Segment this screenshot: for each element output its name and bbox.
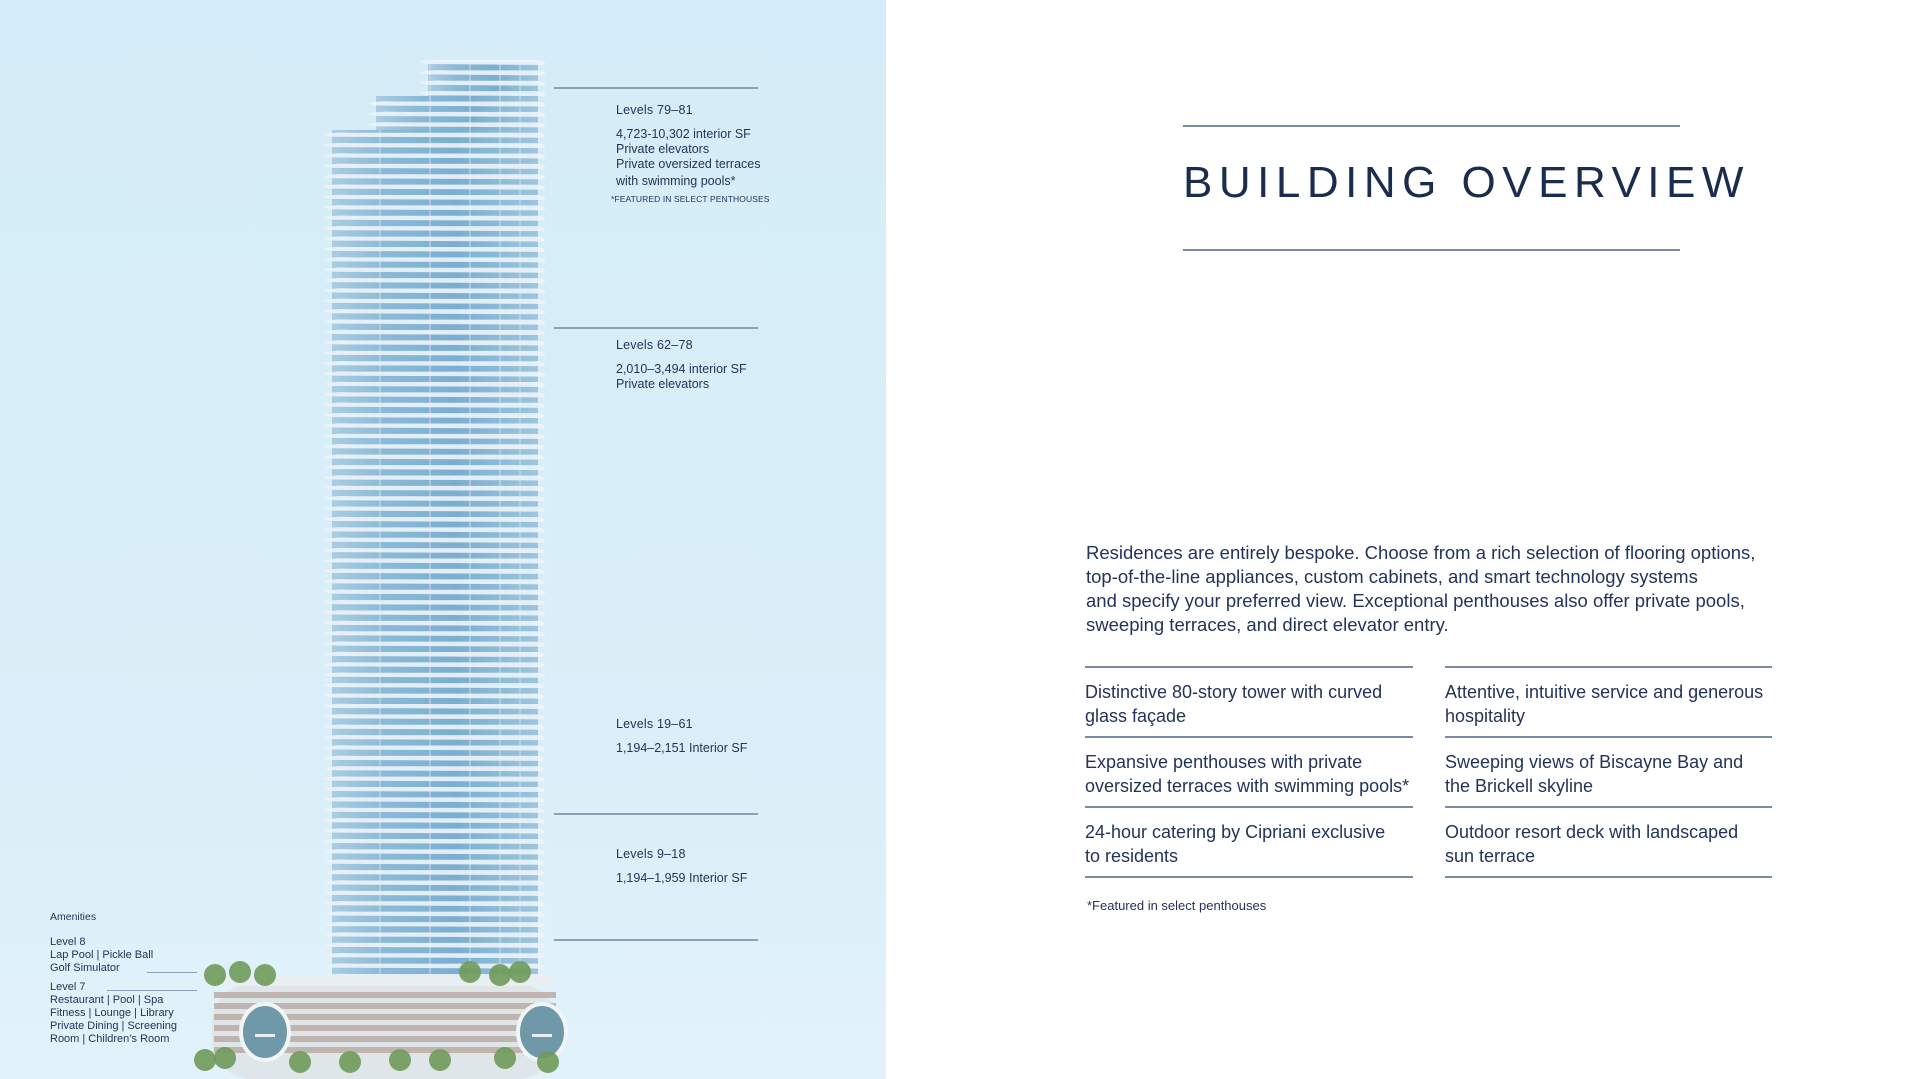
amenities-level-7-line: Restaurant | Pool | Spa (50, 994, 164, 1006)
title-rule-top (1183, 125, 1680, 127)
feature-item (1085, 738, 1413, 806)
callout-spec: 1,194–2,151 Interior SF (616, 741, 748, 755)
feature-line: glass façade (1085, 706, 1187, 726)
feature-item (1085, 668, 1413, 736)
amenities-level-7-line: Private Dining | Screening (50, 1020, 177, 1032)
amenities-level-7-line: Room | Children’s Room (50, 1033, 170, 1045)
feature-line: Expansive penthouses with private (1085, 752, 1363, 772)
feature-line: Attentive, intuitive service and generous (1445, 682, 1764, 702)
features-right-column (1445, 666, 1772, 878)
feature-item (1445, 808, 1772, 876)
podium-band (214, 992, 556, 998)
feature-line: Distinctive 80-story tower with curved (1085, 682, 1383, 702)
amenities-level-7: Level 7 (50, 981, 86, 993)
amenities-heading: Amenities (50, 911, 97, 923)
podium-logo-medallion (241, 1004, 289, 1060)
callout-rule (554, 813, 758, 815)
feature-line: 24-hour catering by Cipriani exclusive (1085, 822, 1386, 842)
amenities-rule-level-8 (147, 972, 197, 973)
title-rule-bottom (1183, 249, 1680, 251)
tree (214, 1047, 236, 1069)
callout-levels: Levels 62–78 (616, 338, 693, 352)
tree (489, 964, 511, 986)
callout-rule (554, 939, 758, 941)
page-title: BUILDING OVERVIEW (1183, 158, 1750, 207)
amenities-level-8-line: Lap Pool | Pickle Ball (50, 949, 154, 961)
feature-line: Outdoor resort deck with landscaped (1445, 822, 1739, 842)
amenities-level-8: Level 8 (50, 936, 86, 948)
tower-mass (332, 130, 538, 976)
amenities-level-8-line: Golf Simulator (50, 962, 120, 974)
tree (229, 961, 251, 983)
callout-levels-19-61 (616, 715, 747, 756)
tree (339, 1051, 361, 1073)
callout-levels: Levels 19–61 (616, 717, 693, 731)
feature-line: the Brickell skyline (1445, 776, 1594, 796)
features-left-column (1085, 666, 1413, 878)
tree (459, 961, 481, 983)
intro-line: and specify your preferred view. Exceptional penthouses also offer private pools, (1086, 590, 1745, 611)
feature-item (1445, 668, 1772, 736)
feature-line: oversized terraces with swimming pools* (1085, 776, 1410, 796)
tree (194, 1049, 216, 1071)
intro-paragraph (1086, 541, 1766, 637)
tree (494, 1047, 516, 1069)
callout-rule (554, 327, 758, 329)
tree (389, 1049, 411, 1071)
tree (537, 1051, 559, 1073)
podium-logo-wordmark (532, 1034, 552, 1037)
amenities-level-7-line: Fitness | Lounge | Library (50, 1007, 174, 1019)
callout-spec: 4,723-10,302 interior SF (616, 127, 751, 141)
callout-levels-62-78 (616, 336, 747, 392)
intro-line: sweeping terraces, and direct elevator entry. (1086, 614, 1449, 635)
intro-line: top-of-the-line appliances, custom cabinets, and smart technology systems (1086, 566, 1698, 587)
feature-divider (1085, 876, 1413, 878)
callout-rule (554, 87, 758, 89)
callout-spec: Private oversized terraces (616, 157, 761, 171)
building-rendering-panel (0, 0, 886, 1079)
callout-levels-79-81 (611, 101, 770, 205)
feature-line: sun terrace (1445, 846, 1536, 866)
callout-levels: Levels 79–81 (616, 103, 693, 117)
tree (204, 964, 226, 986)
callout-spec: Private elevators (616, 377, 710, 391)
tree (254, 964, 276, 986)
tower-floor-slabs (324, 60, 545, 979)
callout-spec: Private elevators (616, 142, 710, 156)
callout-levels: Levels 9–18 (616, 847, 686, 861)
callout-levels-9-18 (616, 845, 747, 886)
callout-spec: 1,194–1,959 Interior SF (616, 871, 748, 885)
feature-item (1085, 808, 1413, 876)
amenities-legend (50, 911, 177, 1046)
tree (509, 961, 531, 983)
intro-line: Residences are entirely bespoke. Choose from a rich selection of flooring options, (1086, 542, 1756, 563)
amenities-rule-level-7 (107, 990, 197, 991)
tree (429, 1049, 451, 1071)
feature-divider (1445, 876, 1772, 878)
feature-line: Sweeping views of Biscayne Bay and (1445, 752, 1744, 772)
footnote: *Featured in select penthouses (1087, 898, 1267, 913)
callout-note: *FEATURED IN SELECT PENTHOUSES (611, 194, 770, 204)
tree (289, 1051, 311, 1073)
feature-line: hospitality (1445, 706, 1526, 726)
callout-spec: 2,010–3,494 interior SF (616, 362, 747, 376)
feature-line: to residents (1085, 846, 1179, 866)
callout-spec: with swimming pools* (616, 174, 736, 188)
feature-item (1445, 738, 1772, 806)
podium-logo-medallion (518, 1004, 566, 1060)
podium-logo-wordmark (255, 1034, 275, 1037)
